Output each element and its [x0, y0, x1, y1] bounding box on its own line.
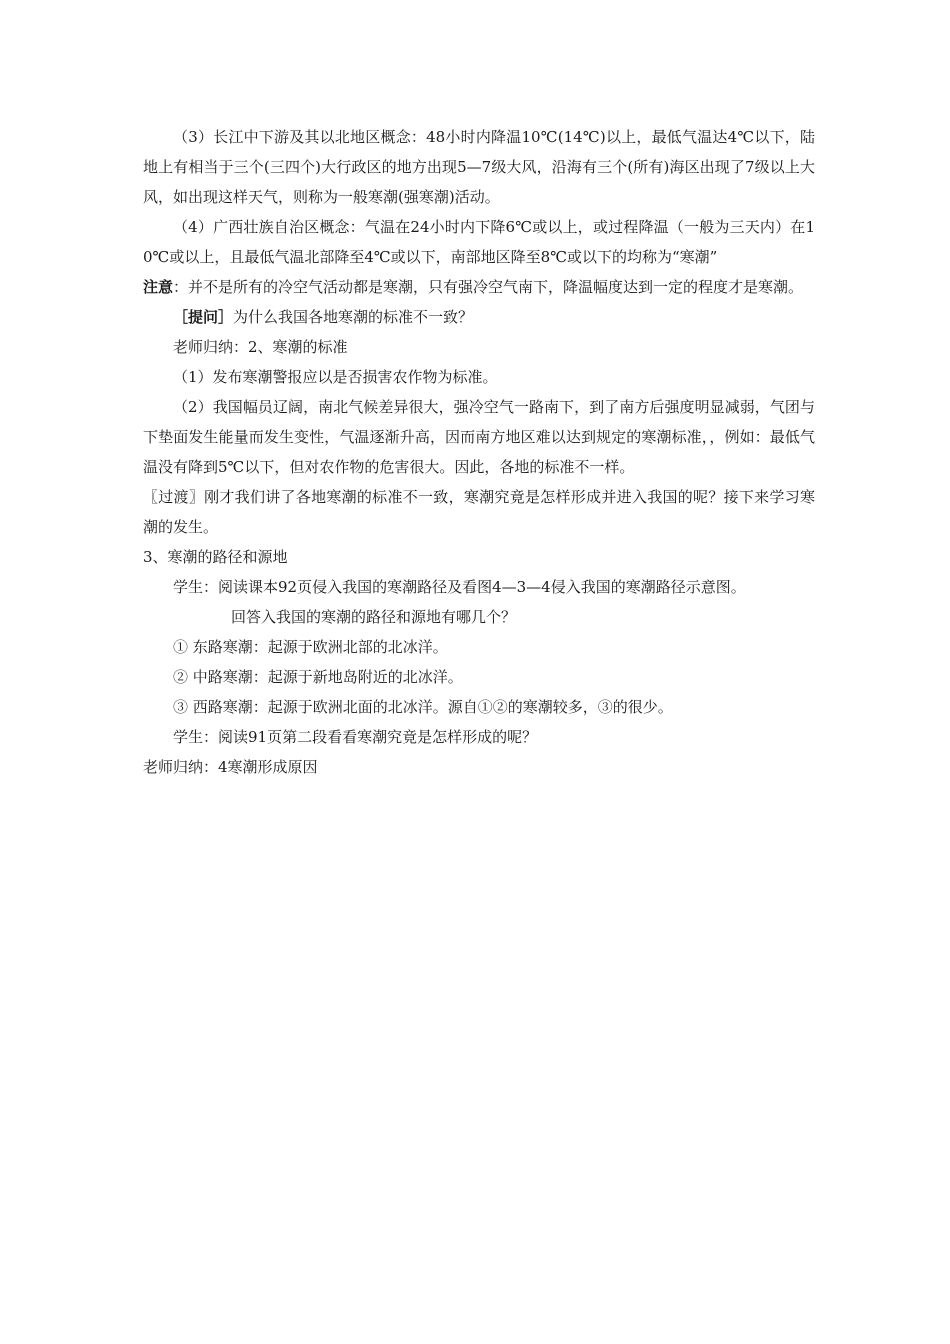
- question-paragraph: [143, 302, 815, 332]
- question-label: ［提问］: [173, 308, 234, 326]
- route-middle: ② 中路寒潮：起源于新地岛附近的北冰洋。: [173, 668, 463, 686]
- note-paragraph: [143, 272, 815, 302]
- section-3-title: 3、寒潮的路径和源地: [143, 548, 288, 566]
- route-west: ③ 西路寒潮：起源于欧洲北面的北冰洋。源自①②的寒潮较多，③的很少。: [173, 698, 673, 716]
- paragraph-concept-3: （3）长江中下游及其以北地区概念：48小时内降温10℃(14℃)以上，最低气温达4℃以下，陆地上有相当于三个(三四个)大行政区的地方出现5—7级大风，沿海有三个(所有)海区出现了7级以上大风，如出现这样天气，则称为一般寒潮(强寒潮)活动。: [143, 128, 815, 206]
- teacher-summary-2: 老师归纳：2、寒潮的标准: [173, 338, 348, 356]
- note-label: 注意: [143, 278, 174, 296]
- answer-prompt: 回答入我国的寒潮的路径和源地有哪几个？: [231, 608, 517, 626]
- transition-paragraph: 〖过渡〗刚才我们讲了各地寒潮的标准不一致，寒潮究竟是怎样形成并进入我国的呢？接下来学习寒潮的发生。: [143, 488, 815, 536]
- student-read-2: 学生：阅读91页第二段看看寒潮究竟是怎样形成的呢？: [173, 728, 538, 746]
- student-read-1: 学生：阅读课本92页侵入我国的寒潮路径及看图4—3—4侵入我国的寒潮路径示意图。: [173, 578, 746, 596]
- document-body: [143, 122, 815, 782]
- paragraph-concept-4: （4）广西壮族自治区概念：气温在24小时内下降6℃或以上，或过程降温（一般为三天内）在10℃或以上，且最低气温北部降至4℃或以下，南部地区降至8℃或以下的均称为“寒潮”: [143, 218, 815, 266]
- standard-1: （1）发布寒潮警报应以是否损害农作物为标准。: [173, 368, 498, 386]
- question-text: 为什么我国各地寒潮的标准不一致？: [233, 308, 474, 326]
- teacher-summary-4: 老师归纳：4寒潮形成原因: [143, 758, 318, 776]
- note-text: ：并不是所有的冷空气活动都是寒潮，只有强冷空气南下，降温幅度达到一定的程度才是寒潮。: [173, 278, 804, 296]
- route-east: ① 东路寒潮：起源于欧洲北部的北冰洋。: [173, 638, 448, 656]
- standard-2: （2）我国幅员辽阔，南北气候差异很大，强冷空气一路南下，到了南方后强度明显减弱，气团与下垫面发生能量而发生变性，气温逐渐升高，因而南方地区难以达到规定的寒潮标准，，例如：最低气温没有降到5℃以下，但对农作物的危害很大。因此，各地的标准不一样。: [143, 398, 815, 476]
